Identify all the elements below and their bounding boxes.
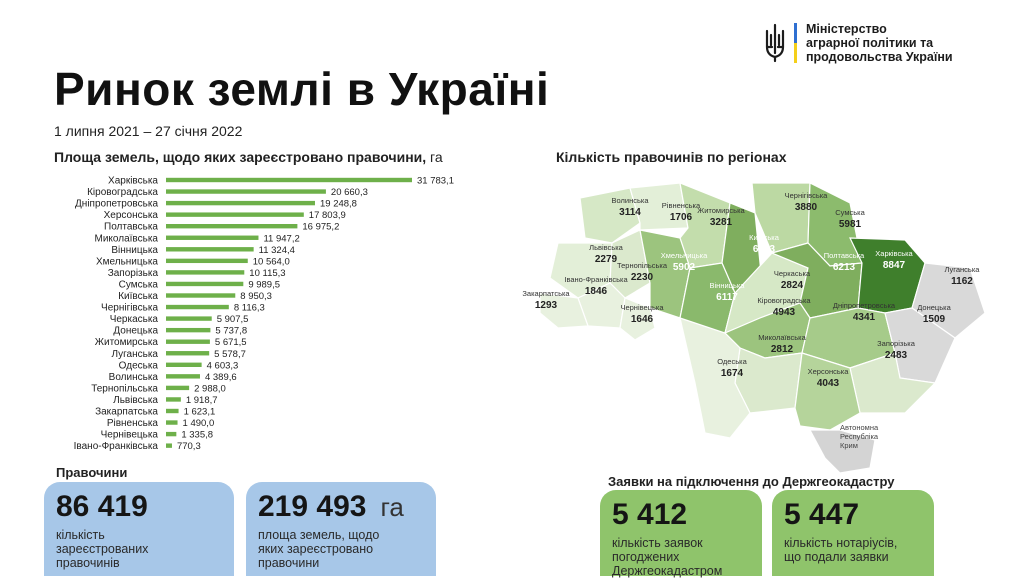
ministry-divider: [794, 23, 797, 63]
caption-line: кількість заявок: [612, 536, 703, 550]
bar: [166, 397, 181, 401]
map-region-value: 2812: [770, 344, 794, 355]
bar-value-label: 5 907,5: [216, 314, 249, 326]
bar-chart: [54, 170, 474, 460]
bar-category-label: Дніпропетровська: [75, 198, 158, 210]
bar-category-label: Сумська: [118, 279, 158, 291]
bar-chart-unit: га: [430, 149, 443, 165]
ministry-logo: [764, 20, 1014, 66]
bar-value-label: 10 115,3: [249, 267, 286, 279]
bar: [166, 443, 172, 447]
bar: [166, 305, 229, 309]
bar-category-label: Донецька: [113, 325, 158, 337]
map-region-value: 4341: [852, 312, 876, 323]
bar: [166, 363, 202, 367]
bar-value-label: 8 950,3: [240, 291, 272, 302]
caption-line: погоджених: [612, 550, 680, 564]
bar-category-label: Харківська: [108, 175, 158, 187]
crimea-label: Крим: [840, 441, 858, 450]
cadastre-approved-caption: [612, 536, 750, 578]
bar: [166, 340, 210, 344]
map-region-name: Запорізька: [877, 339, 915, 348]
map-region-name: Херсонська: [807, 367, 849, 376]
bar-chart-title: [54, 149, 443, 165]
caption-line: що подали заявки: [784, 550, 889, 564]
bar-value-label: 11 947,2: [263, 233, 300, 245]
bar: [166, 224, 297, 228]
region-map: [522, 168, 1000, 468]
map-region-name: Чернівецька: [620, 303, 664, 312]
map-region-value: 2824: [780, 280, 804, 291]
bar-category-label: Запорізька: [107, 267, 158, 279]
bar-category-label: Миколаївська: [94, 233, 158, 245]
cadastre-label: Заявки на підключення до Держгеокадастру: [608, 474, 895, 489]
bar-value-label: 17 803,9: [308, 210, 346, 222]
cadastre-notaries-card: [772, 490, 934, 576]
map-region-value: 1846: [584, 286, 608, 297]
bar-category-label: Луганська: [111, 348, 158, 360]
bar: [166, 270, 244, 274]
caption-line: яких зареєстровано: [258, 542, 374, 556]
caption-line: кількість нотаріусів,: [784, 536, 898, 550]
bar-category-label: Закарпатська: [95, 406, 158, 418]
map-region-value: 1509: [922, 314, 946, 325]
ministry-name: [806, 22, 953, 64]
bar: [166, 282, 243, 286]
bar-category-label: Київська: [118, 291, 158, 302]
bar-category-label: Хмельницька: [95, 256, 158, 268]
deals-count-card: [44, 482, 234, 576]
bar: [166, 189, 326, 193]
map-region-name: Тернопільська: [616, 261, 668, 270]
map-region-name: Сумська: [835, 208, 865, 217]
deals-area-value: 219 493: [258, 490, 367, 523]
map-region-value: 3880: [794, 202, 818, 213]
map-region-value: 6293: [752, 244, 776, 255]
bar-category-label: Волинська: [108, 371, 158, 383]
map-region-name: Волинська: [611, 196, 649, 205]
page-title: Ринок землі в Україні: [54, 63, 550, 115]
map-region-name: Кіровоградська: [757, 296, 811, 305]
deals-area-unit: га: [380, 492, 404, 522]
map-region-value: 1646: [630, 314, 654, 325]
map-region-value: 2279: [594, 254, 618, 265]
bar: [166, 328, 210, 332]
bar-value-label: 5 578,7: [214, 348, 246, 360]
bar-value-label: 5 671,5: [214, 337, 247, 349]
bar-value-label: 4 389,6: [204, 371, 237, 383]
bar: [166, 201, 315, 205]
map-region-value: 4043: [816, 378, 840, 389]
bar-category-label: Івано-Франківська: [73, 441, 158, 453]
caption-line: зареєстрованих: [56, 542, 149, 556]
map-region-value: 5981: [838, 219, 862, 230]
map-region-name: Закарпатська: [522, 289, 570, 298]
bar: [166, 259, 248, 263]
map-title: Кількість правочинів по регіонах: [556, 149, 787, 165]
bar-value-label: 20 660,3: [330, 187, 368, 199]
bar-value-label: 2 988,0: [194, 383, 226, 395]
bar-category-label: Чернівецька: [100, 429, 158, 441]
bar: [166, 409, 179, 413]
bar: [166, 293, 235, 297]
ministry-name-line: Міністерство: [806, 22, 887, 36]
ministry-name-line: аграрної політики та: [806, 36, 934, 50]
bar: [166, 178, 412, 182]
map-region-name: Черкаська: [773, 269, 811, 278]
bar-category-label: Чернігівська: [101, 302, 158, 314]
map-region-value: 8847: [882, 260, 906, 271]
map-region-name: Івано-Франківська: [564, 275, 628, 284]
map-region-name: Харківська: [875, 249, 913, 258]
bar-value-label: 10 564,0: [252, 256, 290, 268]
deals-area-caption: [258, 528, 424, 570]
bar-category-label: Рівненська: [106, 418, 158, 430]
date-range: 1 липня 2021 – 27 січня 2022: [54, 123, 243, 139]
bar: [166, 212, 304, 216]
caption-line: правочини: [258, 556, 320, 570]
map-region-name: Вінницька: [709, 281, 745, 290]
cadastre-notaries-value: 5 447: [784, 498, 860, 531]
bar-value-label: 11 324,4: [258, 244, 295, 256]
map-region-value: 5902: [672, 262, 696, 273]
map-region-value: 4943: [772, 307, 796, 318]
map-region-name: Полтавська: [823, 251, 865, 260]
map-region-name: Миколаївська: [758, 333, 806, 342]
map-region-name: Житомирська: [697, 206, 745, 215]
bar-category-label: Львівська: [113, 394, 158, 406]
bar-value-label: 19 248,8: [319, 198, 357, 210]
map-region-name: Хмельницька: [660, 251, 708, 260]
bar-category-label: Херсонська: [103, 210, 158, 222]
map-region-value: 2230: [630, 272, 654, 283]
map-region-name: Одеська: [717, 357, 747, 366]
bar-category-label: Черкаська: [109, 314, 158, 326]
bar-category-label: Одеська: [118, 360, 158, 372]
bar-category-label: Вінницька: [111, 244, 158, 256]
bar-value-label: 1 335,8: [181, 429, 214, 441]
bar-value-label: 9 989,5: [248, 279, 281, 291]
map-region-value: 2483: [884, 350, 908, 361]
bar: [166, 247, 254, 251]
bar-value-label: 16 975,2: [302, 221, 340, 233]
deals-count-value: 86 419: [56, 490, 148, 523]
bar-chart-title-text: Площа земель, щодо яких зареєстровано правочини,: [54, 149, 427, 165]
bar-value-label: 1 918,7: [185, 394, 218, 406]
map-region-value: 1162: [951, 276, 973, 287]
bar: [166, 316, 212, 320]
map-region-value: 6213: [832, 262, 856, 273]
bar: [166, 386, 189, 390]
bar: [166, 236, 258, 240]
caption-line: кількість: [56, 528, 105, 542]
crimea-label: Автономна: [840, 423, 879, 432]
ministry-name-line: продовольства України: [806, 50, 953, 64]
bar-value-label: 5 737,8: [215, 325, 248, 337]
map-region-name: Луганська: [944, 265, 980, 274]
map-region-value: 3114: [619, 207, 641, 218]
map-region-name: Львівська: [589, 243, 623, 252]
map-region-value: 1293: [534, 300, 558, 311]
deals-area-card: [246, 482, 436, 576]
bar-category-label: Полтавська: [104, 221, 158, 233]
trident-icon: [764, 23, 786, 63]
bar-category-label: Кіровоградська: [87, 187, 158, 199]
cadastre-approved-card: [600, 490, 762, 576]
map-region-name: Київська: [749, 233, 779, 242]
bar: [166, 374, 200, 378]
bar: [166, 420, 178, 424]
caption-line: площа земель, щодо: [258, 528, 380, 542]
bar: [166, 351, 209, 355]
cadastre-approved-value: 5 412: [612, 498, 688, 531]
bar-value-label: 1 623,1: [183, 406, 216, 418]
map-region-name: Чернігівська: [784, 191, 828, 200]
caption-line: правочинів: [56, 556, 120, 570]
map-region-name: Дніпропетровська: [832, 301, 896, 310]
caption-line: Держгеокадастром: [612, 564, 723, 578]
cadastre-notaries-caption: [784, 536, 922, 564]
map-region-value: 1706: [669, 212, 693, 223]
deals-area-value-row: [258, 490, 424, 524]
map-region-name: Рівненська: [661, 201, 701, 210]
bar-category-label: Житомирська: [94, 337, 158, 349]
bar-value-label: 8 116,3: [233, 302, 265, 314]
map-region-value: 1674: [720, 368, 744, 379]
bar-value-label: 4 603,3: [206, 360, 239, 372]
bar-value-label: 1 490,0: [182, 418, 215, 430]
bar: [166, 432, 176, 436]
map-region-name: Донецька: [917, 303, 951, 312]
bar-value-label: 770,3: [176, 441, 201, 453]
map-region-value: 6117: [716, 292, 738, 303]
deals-count-caption: [56, 528, 222, 570]
bar-value-label: 31 783,1: [417, 175, 454, 187]
crimea-label: Республіка: [840, 432, 879, 441]
bar-category-label: Тернопільська: [91, 383, 158, 395]
deals-label: Правочини: [56, 465, 128, 480]
map-region-value: 3281: [709, 217, 733, 228]
